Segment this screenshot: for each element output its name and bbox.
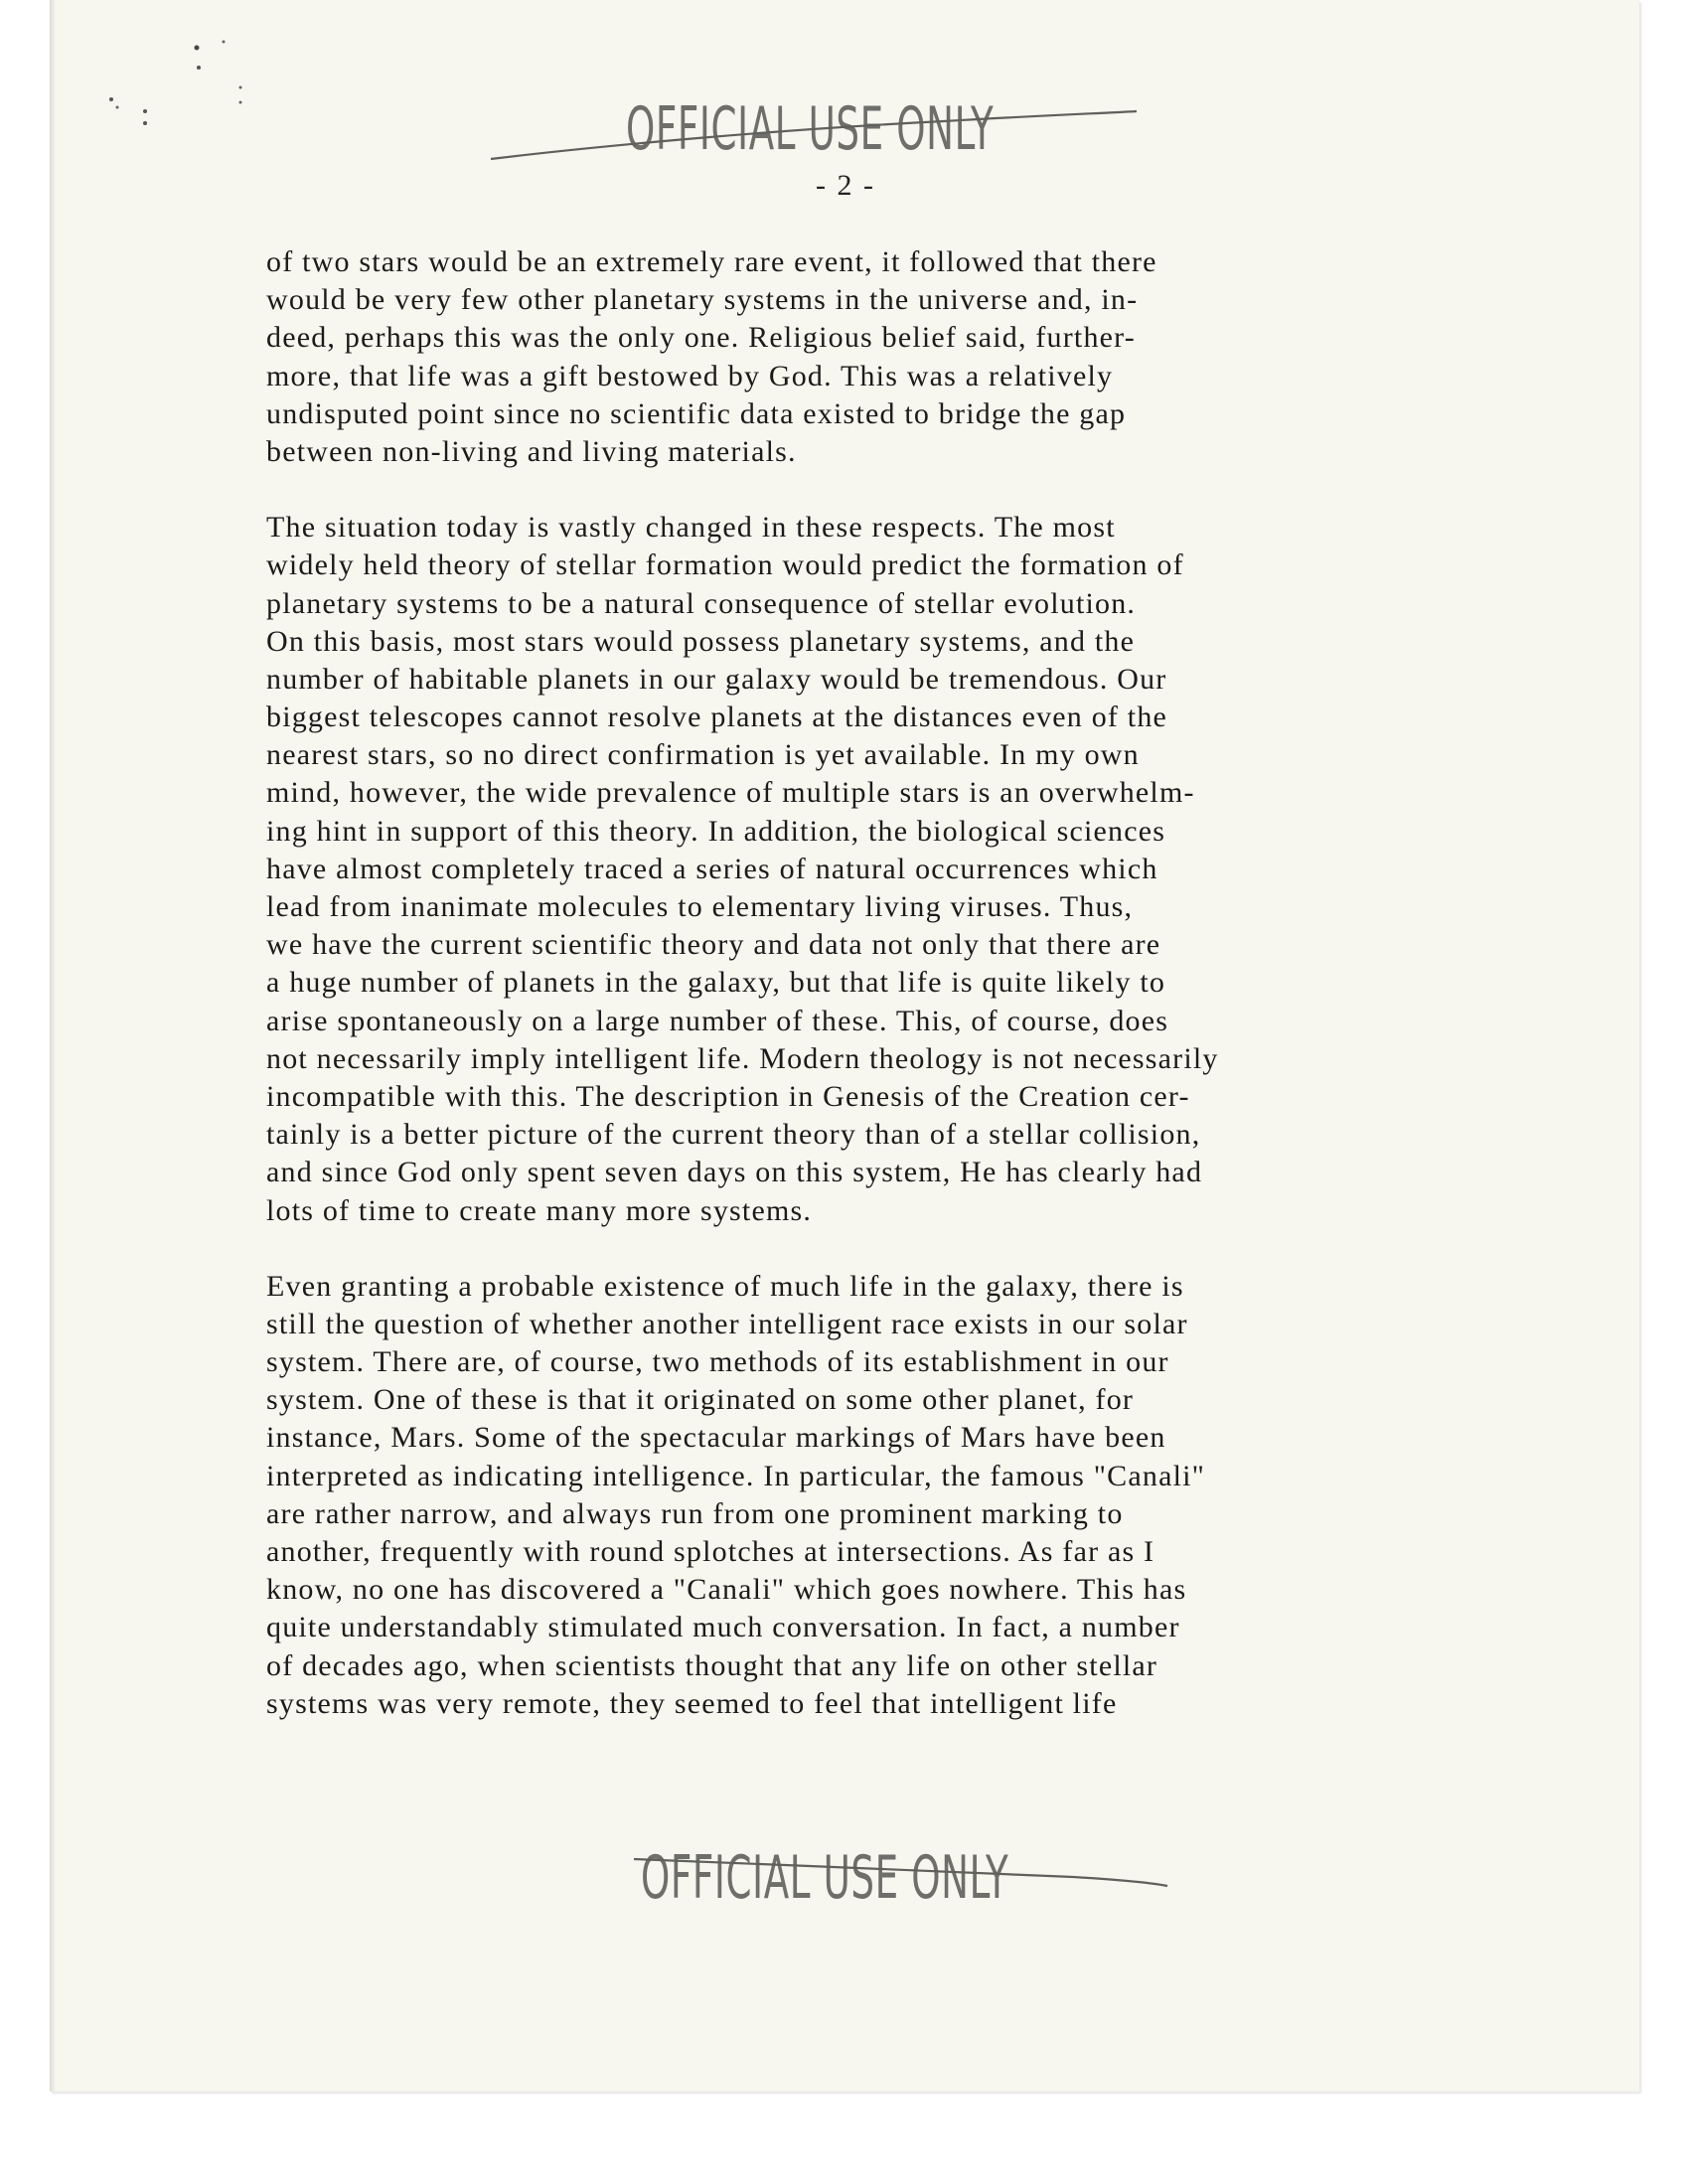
text-line: are rather narrow, and always run from one prominent marking to: [266, 1496, 1124, 1530]
text-line: system. There are, of course, two methods of its establishment in our: [266, 1345, 1169, 1379]
text-line: we have the current scientific theory and data not only that there are: [266, 928, 1161, 962]
text-line: undisputed point since no scientific data existed to bridge the gap: [266, 396, 1127, 430]
text-line: of two stars would be an extremely rare event, it followed that there: [266, 245, 1157, 278]
text-line: between non-living and living materials.: [266, 434, 797, 468]
text-line: On this basis, most stars would possess planetary systems, and the: [266, 624, 1136, 658]
text-line: ing hint in support of this theory. In addition, the biological sciences: [266, 814, 1166, 848]
text-line: lots of time to create many more systems.: [266, 1193, 813, 1227]
text-line: another, frequently with round splotches at intersections. As far as I: [266, 1535, 1155, 1568]
page-number: - 2 -: [816, 169, 875, 202]
stamp-strike-line-bottom: [626, 1843, 1172, 1903]
text-line: systems was very remote, they seemed to feel that intelligent life: [266, 1686, 1118, 1720]
text-line: incompatible with this. The description in Genesis of the Creation cer-: [266, 1079, 1190, 1113]
text-line: mind, however, the wide prevalence of multiple stars is an overwhelm-: [266, 776, 1195, 810]
paragraph-3: [266, 1268, 1518, 1723]
text-line: a huge number of planets in the galaxy, but that life is quite likely to: [266, 966, 1166, 1000]
text-line: know, no one has discovered a "Canali" which goes nowhere. This has: [266, 1573, 1187, 1607]
text-line: still the question of whether another intelligent race exists in our solar: [266, 1307, 1188, 1340]
text-line: number of habitable planets in our galaxy would be tremendous. Our: [266, 662, 1167, 696]
text-line: lead from inanimate molecules to elementary living viruses. Thus,: [266, 890, 1134, 923]
text-line: biggest telescopes cannot resolve planets at the distances even of the: [266, 701, 1168, 734]
text-line: planetary systems to be a natural consequence of stellar evolution.: [266, 586, 1137, 620]
text-line: deed, perhaps this was the only one. Religious belief said, further-: [266, 321, 1136, 355]
text-line: would be very few other planetary systems in the universe and, in-: [266, 283, 1139, 317]
stamp-strike-line-top: [487, 94, 1143, 169]
text-line: more, that life was a gift bestowed by God. This was a relatively: [266, 359, 1114, 392]
text-line: instance, Mars. Some of the spectacular markings of Mars have been: [266, 1421, 1166, 1455]
text-line: system. One of these is that it originated on some other planet, for: [266, 1383, 1135, 1417]
text-line: arise spontaneously on a large number of these. This, of course, does: [266, 1004, 1169, 1037]
official-use-only-stamp-top: OFFICIAL USE ONLY: [626, 94, 995, 164]
text-line: tainly is a better picture of the current theory than of a stellar collision,: [266, 1118, 1201, 1152]
text-line: not necessarily imply intelligent life. Modern theology is not necessarily: [266, 1041, 1219, 1075]
text-line: quite understandably stimulated much conversation. In fact, a number: [266, 1611, 1180, 1644]
body-text: [266, 243, 1518, 1761]
text-line: Even granting a probable existence of much life in the galaxy, there is: [266, 1269, 1184, 1303]
paragraph-1: [266, 243, 1518, 471]
official-use-only-stamp-bottom: OFFICIAL USE ONLY: [641, 1843, 1009, 1913]
text-line: The situation today is vastly changed in these respects. The most: [266, 511, 1116, 545]
text-line: nearest stars, so no direct confirmation is yet available. In my own: [266, 738, 1140, 772]
paragraph-2: [266, 509, 1518, 1230]
text-line: interpreted as indicating intelligence. In particular, the famous "Canali": [266, 1459, 1206, 1492]
text-line: have almost completely traced a series of natural occurrences which: [266, 852, 1158, 885]
text-line: of decades ago, when scientists thought that any life on other stellar: [266, 1648, 1158, 1682]
text-line: and since God only spent seven days on this system, He has clearly had: [266, 1156, 1203, 1189]
text-line: widely held theory of stellar formation would predict the formation of: [266, 548, 1184, 582]
